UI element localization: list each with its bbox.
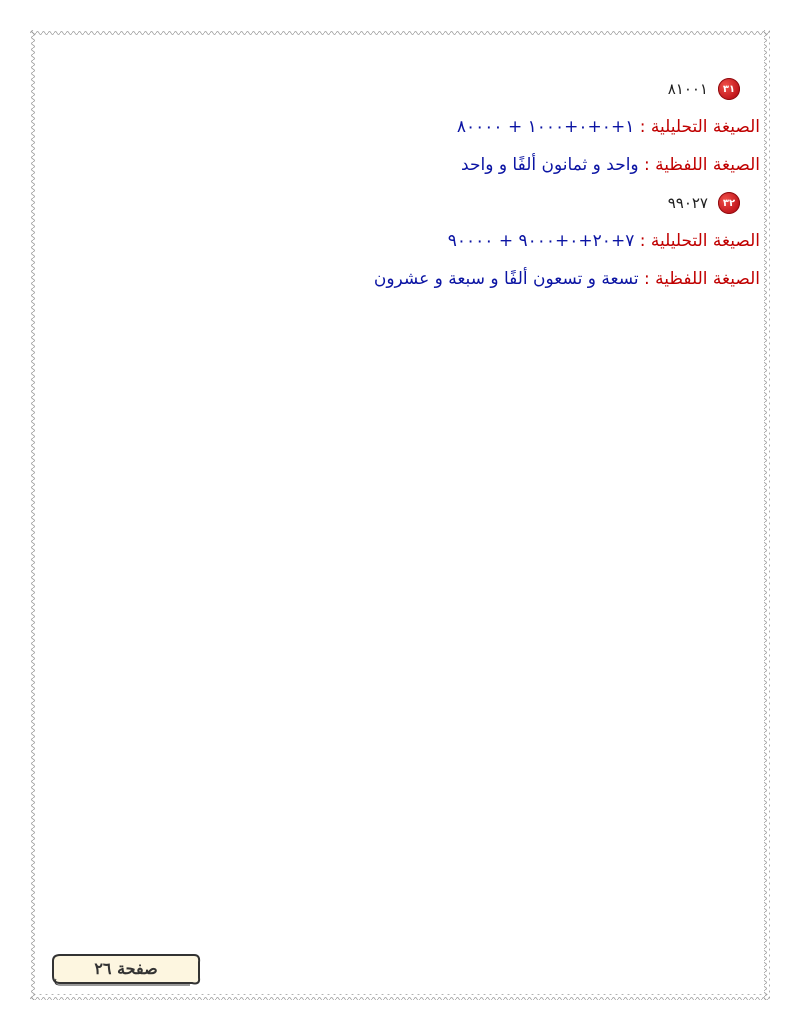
question-number-badge: ٣١ — [718, 78, 740, 100]
question-header-31 — [60, 70, 740, 108]
page-number-scroll — [50, 952, 202, 986]
analytic-form-value: ١+٠+٠+١٠٠٠ + ٨٠٠٠٠ — [456, 117, 635, 137]
question-number: ٩٩٠٢٧ — [667, 194, 708, 212]
verbal-form-label: الصيغة اللفظية : — [644, 155, 760, 175]
analytic-form-line — [60, 222, 760, 260]
question-header-32 — [60, 184, 740, 222]
page-number-label: صفحة ٢٦ — [94, 959, 158, 978]
question-number-badge: ٣٢ — [718, 192, 740, 214]
question-number: ٨١٠٠١ — [667, 80, 708, 98]
verbal-form-value: تسعة و تسعون ألفًا و سبعة و عشرون — [373, 269, 639, 289]
analytic-form-line — [60, 108, 760, 146]
exercise-content — [60, 70, 760, 298]
verbal-form-label: الصيغة اللفظية : — [644, 269, 760, 289]
verbal-form-line — [60, 260, 760, 298]
verbal-form-line — [60, 146, 760, 184]
verbal-form-value: واحد و ثمانون ألفًا و واحد — [461, 155, 639, 175]
analytic-form-value: ٧+٢٠+٠+٩٠٠٠ + ٩٠٠٠٠ — [447, 231, 635, 251]
analytic-form-label: الصيغة التحليلية : — [639, 117, 760, 137]
analytic-form-label: الصيغة التحليلية : — [639, 231, 760, 251]
